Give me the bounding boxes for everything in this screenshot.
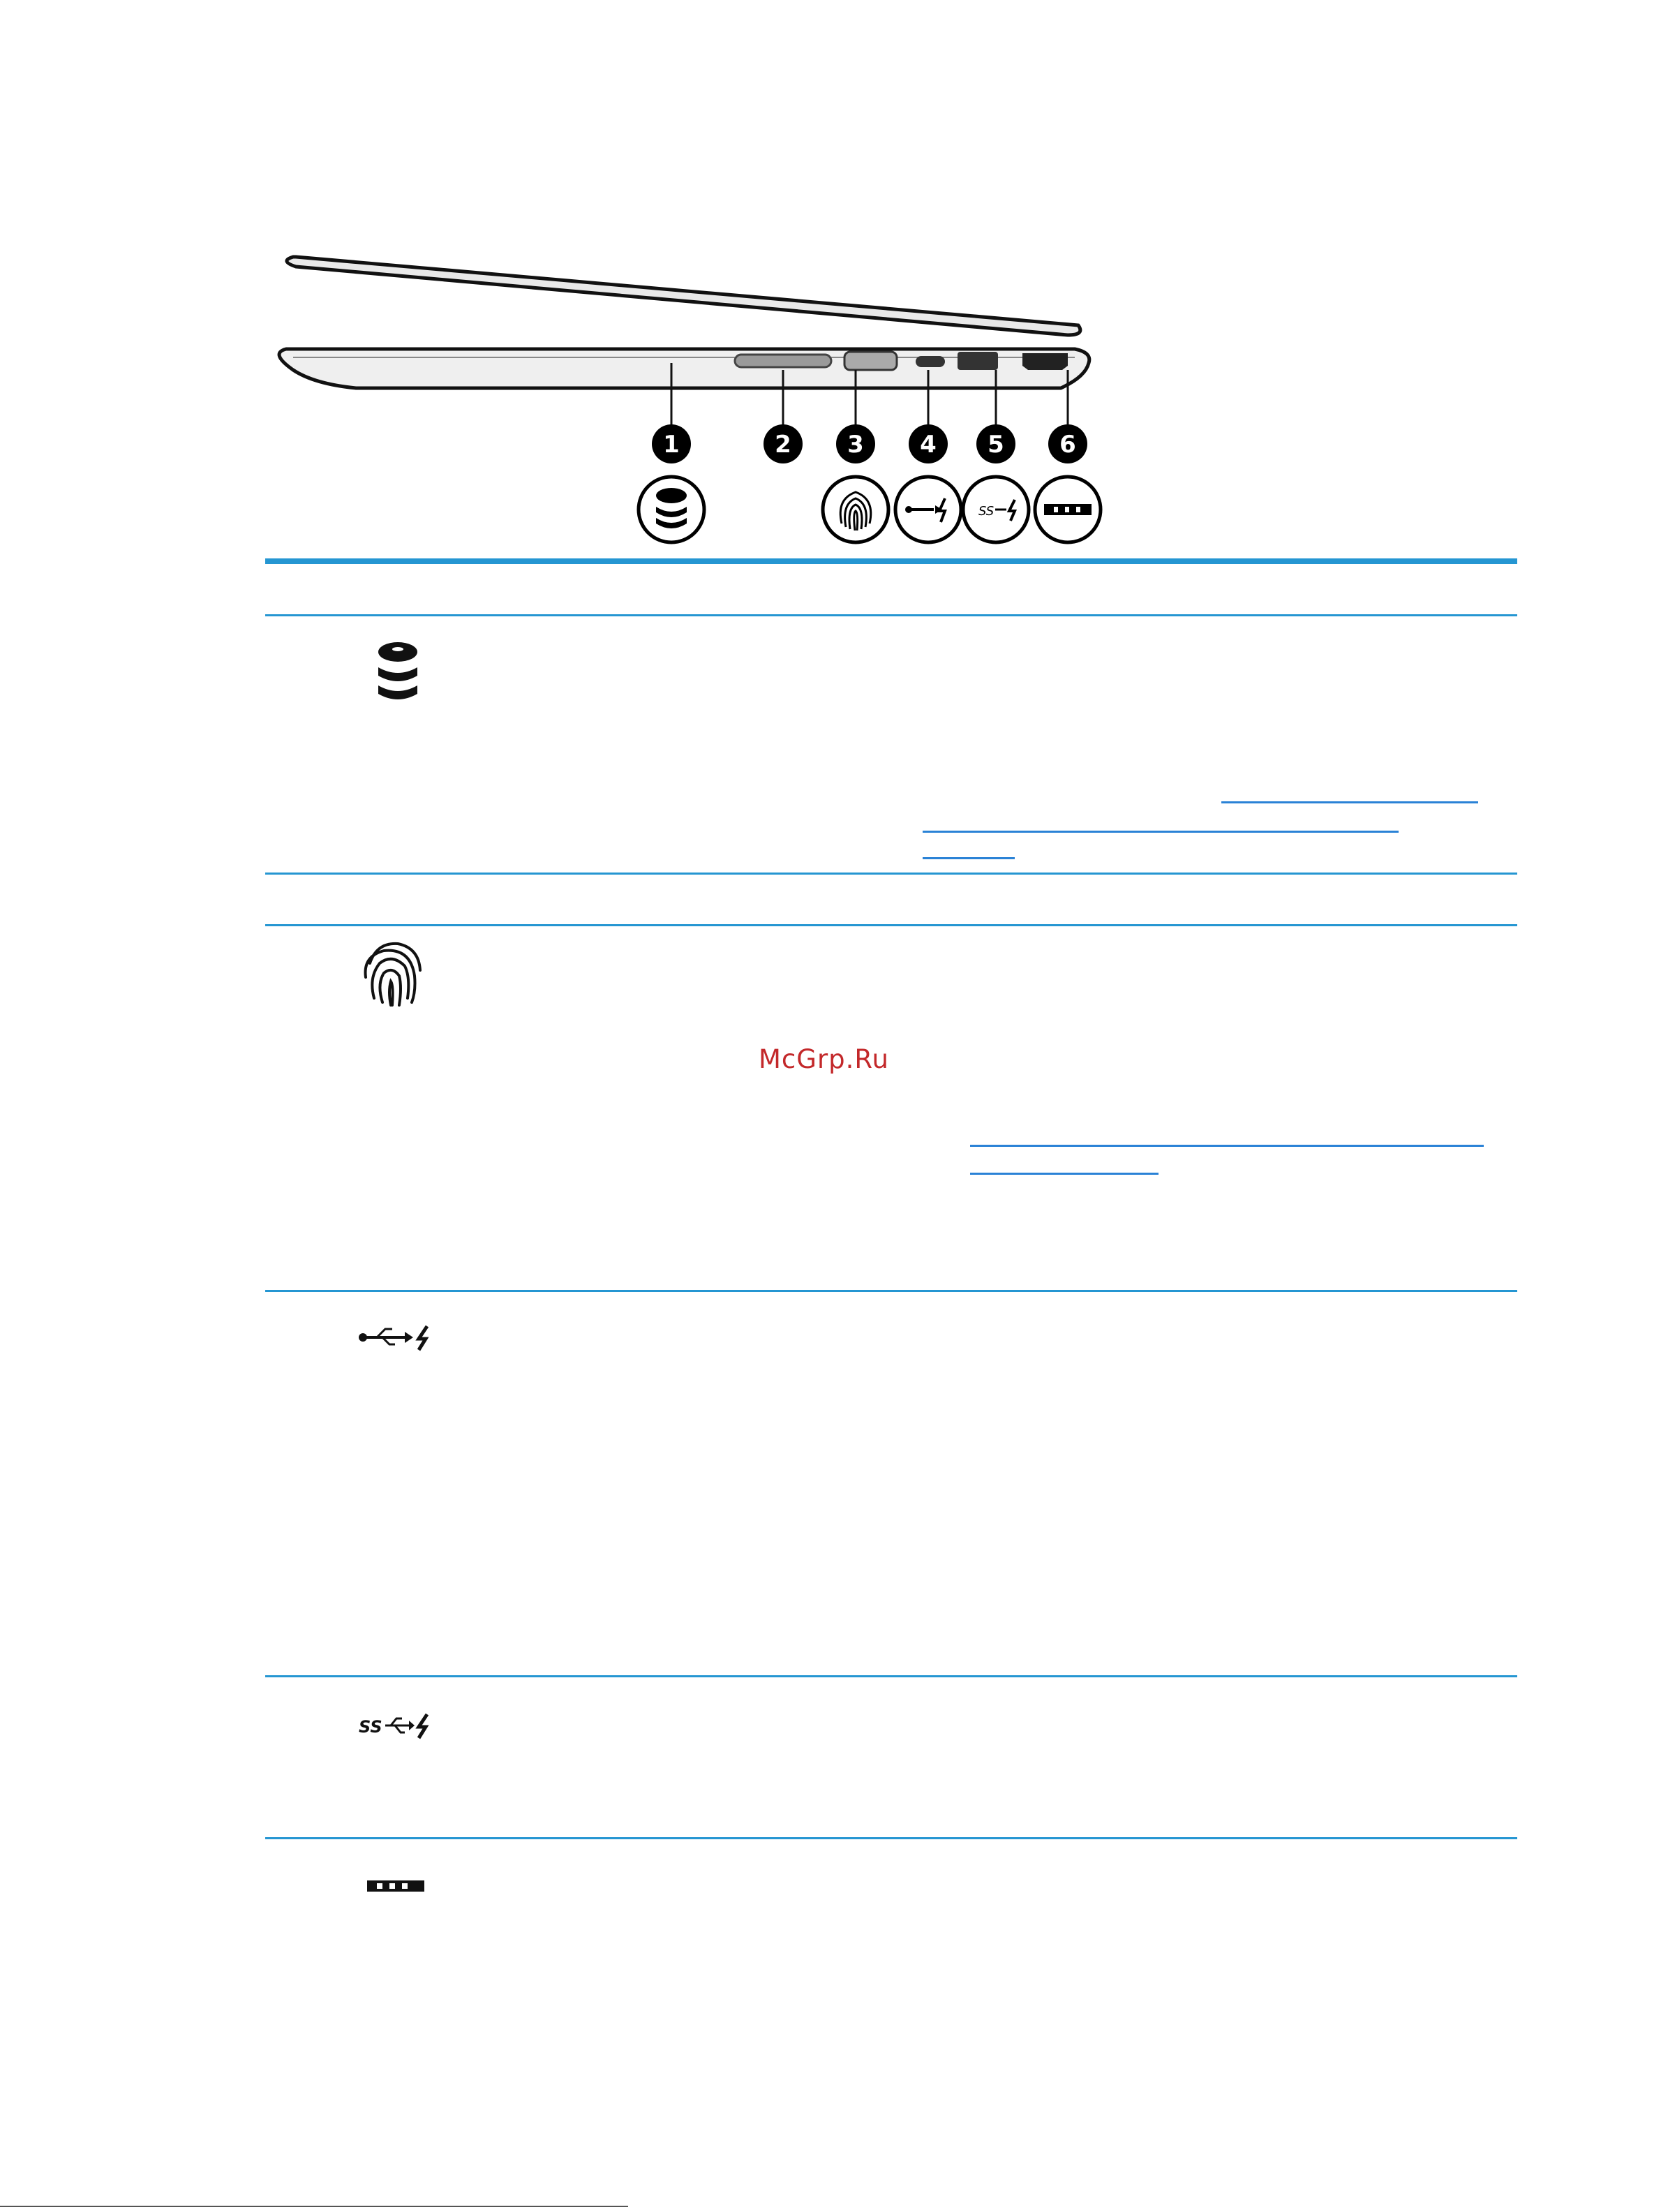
drive-light-icon <box>349 637 426 704</box>
usb-superspeed-power-icon <box>963 477 1029 542</box>
drive-light-icon <box>639 477 704 542</box>
table-row <box>349 935 426 1015</box>
table-header-rule <box>265 614 1517 616</box>
cross-reference-link[interactable] <box>923 857 1015 859</box>
row-divider-2 <box>265 924 1517 926</box>
watermark-text: McGrp.Ru <box>759 1044 889 1074</box>
svg-text:SS: SS <box>978 504 995 519</box>
fingerprint-icon <box>823 477 888 542</box>
usb-c-power-icon <box>349 1323 433 1351</box>
table-row <box>349 637 426 706</box>
usb-c-power-icon <box>895 477 961 542</box>
table-row <box>349 1712 433 1742</box>
fingerprint-icon <box>349 935 426 1012</box>
table-row <box>349 1876 433 1900</box>
callout-3-label: 3 <box>847 431 864 459</box>
cross-reference-link[interactable] <box>923 831 1399 833</box>
callout-2-label: 2 <box>775 431 791 459</box>
footer-rule <box>0 2206 628 2207</box>
cross-reference-link[interactable] <box>1221 801 1478 803</box>
laptop-left-side-figure <box>265 230 1131 551</box>
row-divider-1 <box>265 873 1517 875</box>
hdmi-icon <box>349 1876 433 1897</box>
laptop-side-illustration <box>265 230 1131 551</box>
row-divider-3 <box>265 1290 1517 1292</box>
callout-6-label: 6 <box>1059 431 1076 459</box>
callout-1-label: 1 <box>663 431 680 459</box>
usb-superspeed-power-icon <box>349 1712 433 1739</box>
svg-text:SS: SS <box>359 1717 382 1737</box>
row-divider-4 <box>265 1675 1517 1677</box>
cross-reference-link[interactable] <box>970 1145 1484 1147</box>
table-row <box>349 1323 433 1354</box>
callout-4-label: 4 <box>920 431 937 459</box>
row-divider-5 <box>265 1837 1517 1839</box>
callout-5-label: 5 <box>988 431 1004 459</box>
hdmi-icon <box>1035 477 1101 542</box>
table-top-rule <box>265 558 1517 564</box>
cross-reference-link[interactable] <box>970 1173 1159 1175</box>
